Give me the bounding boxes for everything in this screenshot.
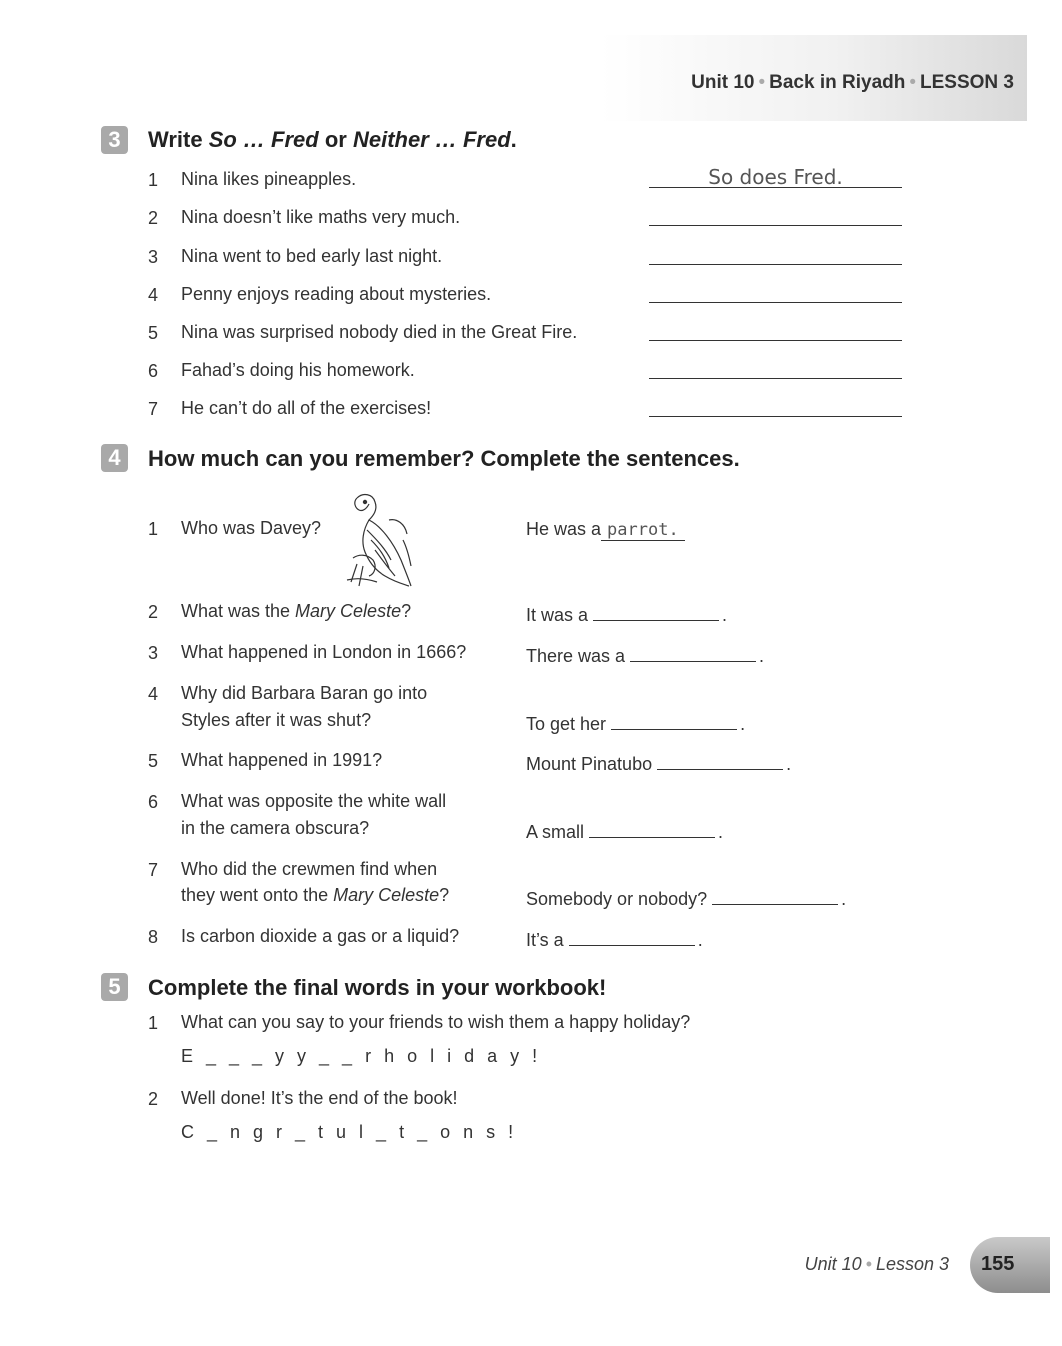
exercise-3-sentence: Fahad’s doing his homework. (181, 360, 415, 380)
exercise-badge-3: 3 (101, 126, 128, 154)
item-number: 7 (148, 399, 159, 419)
item-number: 5 (148, 323, 159, 343)
exercise-3-sentence: Nina went to bed early last night. (181, 246, 443, 266)
item-number: 8 (148, 927, 159, 947)
exercise-4-question: Is carbon dioxide a gas or a liquid? (181, 926, 460, 946)
exercise-3-sentence: Penny enjoys reading about mysteries. (181, 284, 492, 304)
header-lesson: LESSON 3 (920, 72, 1014, 93)
item-number: 4 (148, 285, 159, 305)
handwritten-answer: So does Fred. (708, 165, 843, 189)
exercise-4-question: Styles after it was shut? (181, 710, 372, 730)
item-number: 6 (148, 792, 159, 812)
item-number: 6 (148, 361, 159, 381)
page-footer: Unit 10 • Lesson 3 (804, 1254, 949, 1274)
exercise-3-sentence: Nina likes pineapples. (181, 169, 357, 189)
exercise-4-question: in the camera obscura? (181, 818, 370, 838)
answer-line[interactable] (649, 416, 902, 417)
answer-blank[interactable] (589, 819, 715, 838)
answer-blank[interactable] (569, 927, 695, 946)
item-number: 2 (148, 1089, 159, 1109)
exercise-5-title: Complete the final words in your workbook! (148, 975, 607, 1000)
item-number: 1 (148, 1013, 159, 1033)
answer-blank[interactable] (657, 751, 783, 770)
item-number: 3 (148, 643, 159, 663)
exercise-4-answer: It’s a . (526, 927, 703, 951)
item-number: 2 (148, 602, 159, 622)
exercise-4-question: they went onto the Mary Celeste? (181, 885, 450, 905)
exercise-3-title: Write So … Fred or Neither … Fred. (148, 127, 517, 152)
exercise-badge-4: 4 (101, 444, 128, 472)
header-unit: Unit 10 (691, 72, 755, 93)
footer-lesson: Lesson 3 (875, 1254, 949, 1274)
page-number: 155 (981, 1253, 1015, 1275)
exercise-4-question: Who was Davey? (181, 518, 322, 538)
exercise-3-sentence: Nina was surprised nobody died in the Great Fire. (181, 322, 578, 342)
exercise-3-sentence: He can’t do all of the exercises! (181, 398, 432, 418)
exercise-4-question: Why did Barbara Baran go into (181, 683, 428, 703)
answer-line[interactable] (649, 225, 902, 226)
exercise-4-answer: There was a . (526, 643, 764, 667)
exercise-4-answer: He was a parrot. (526, 519, 685, 541)
item-number: 7 (148, 860, 159, 880)
answer-line[interactable] (649, 340, 902, 341)
item-number: 1 (148, 519, 159, 539)
answer-blank[interactable] (593, 602, 719, 621)
answer-blank[interactable] (611, 711, 737, 730)
word-puzzle: E _ _ _ y y _ _ r h o l i d a y ! (181, 1046, 542, 1066)
exercise-4-question: What happened in London in 1666? (181, 642, 467, 662)
exercise-4-question: What was opposite the white wall (181, 791, 447, 811)
item-number: 4 (148, 684, 159, 704)
exercise-4-answer: To get her . (526, 711, 745, 735)
exercise-4-question: What was the Mary Celeste? (181, 601, 412, 621)
exercise-4-answer: It was a . (526, 602, 727, 626)
header-title: Back in Riyadh (769, 72, 906, 93)
exercise-5-question: What can you say to your friends to wish them a happy holiday? (181, 1012, 691, 1032)
exercise-4-answer: A small . (526, 819, 723, 843)
exercise-3-sentence: Nina doesn’t like maths very much. (181, 207, 461, 227)
answer-line[interactable] (649, 264, 902, 265)
exercise-4-answer: Somebody or nobody? . (526, 886, 846, 910)
page-header: Unit 10 • Back in Riyadh • LESSON 3 (691, 72, 1014, 93)
answer-blank[interactable]: parrot. (601, 520, 685, 541)
exercise-5-question: Well done! It’s the end of the book! (181, 1088, 458, 1108)
footer-unit: Unit 10 (804, 1254, 862, 1274)
item-number: 2 (148, 208, 159, 228)
answer-blank[interactable] (630, 643, 756, 662)
exercise-4-question: Who did the crewmen find when (181, 859, 438, 879)
exercise-4-answer: Mount Pinatubo . (526, 751, 791, 775)
answer-blank[interactable] (712, 886, 838, 905)
exercise-4-title: How much can you remember? Complete the sentences. (148, 446, 740, 471)
word-puzzle: C _ n g r _ t u l _ t _ o n s ! (181, 1122, 518, 1142)
answer-line[interactable] (649, 378, 902, 379)
item-number: 5 (148, 751, 159, 771)
item-number: 3 (148, 247, 159, 267)
exercise-4-question: What happened in 1991? (181, 750, 383, 770)
parrot-illustration (345, 490, 421, 588)
item-number: 1 (148, 170, 159, 190)
exercise-badge-5: 5 (101, 973, 128, 1001)
answer-line[interactable] (649, 302, 902, 303)
